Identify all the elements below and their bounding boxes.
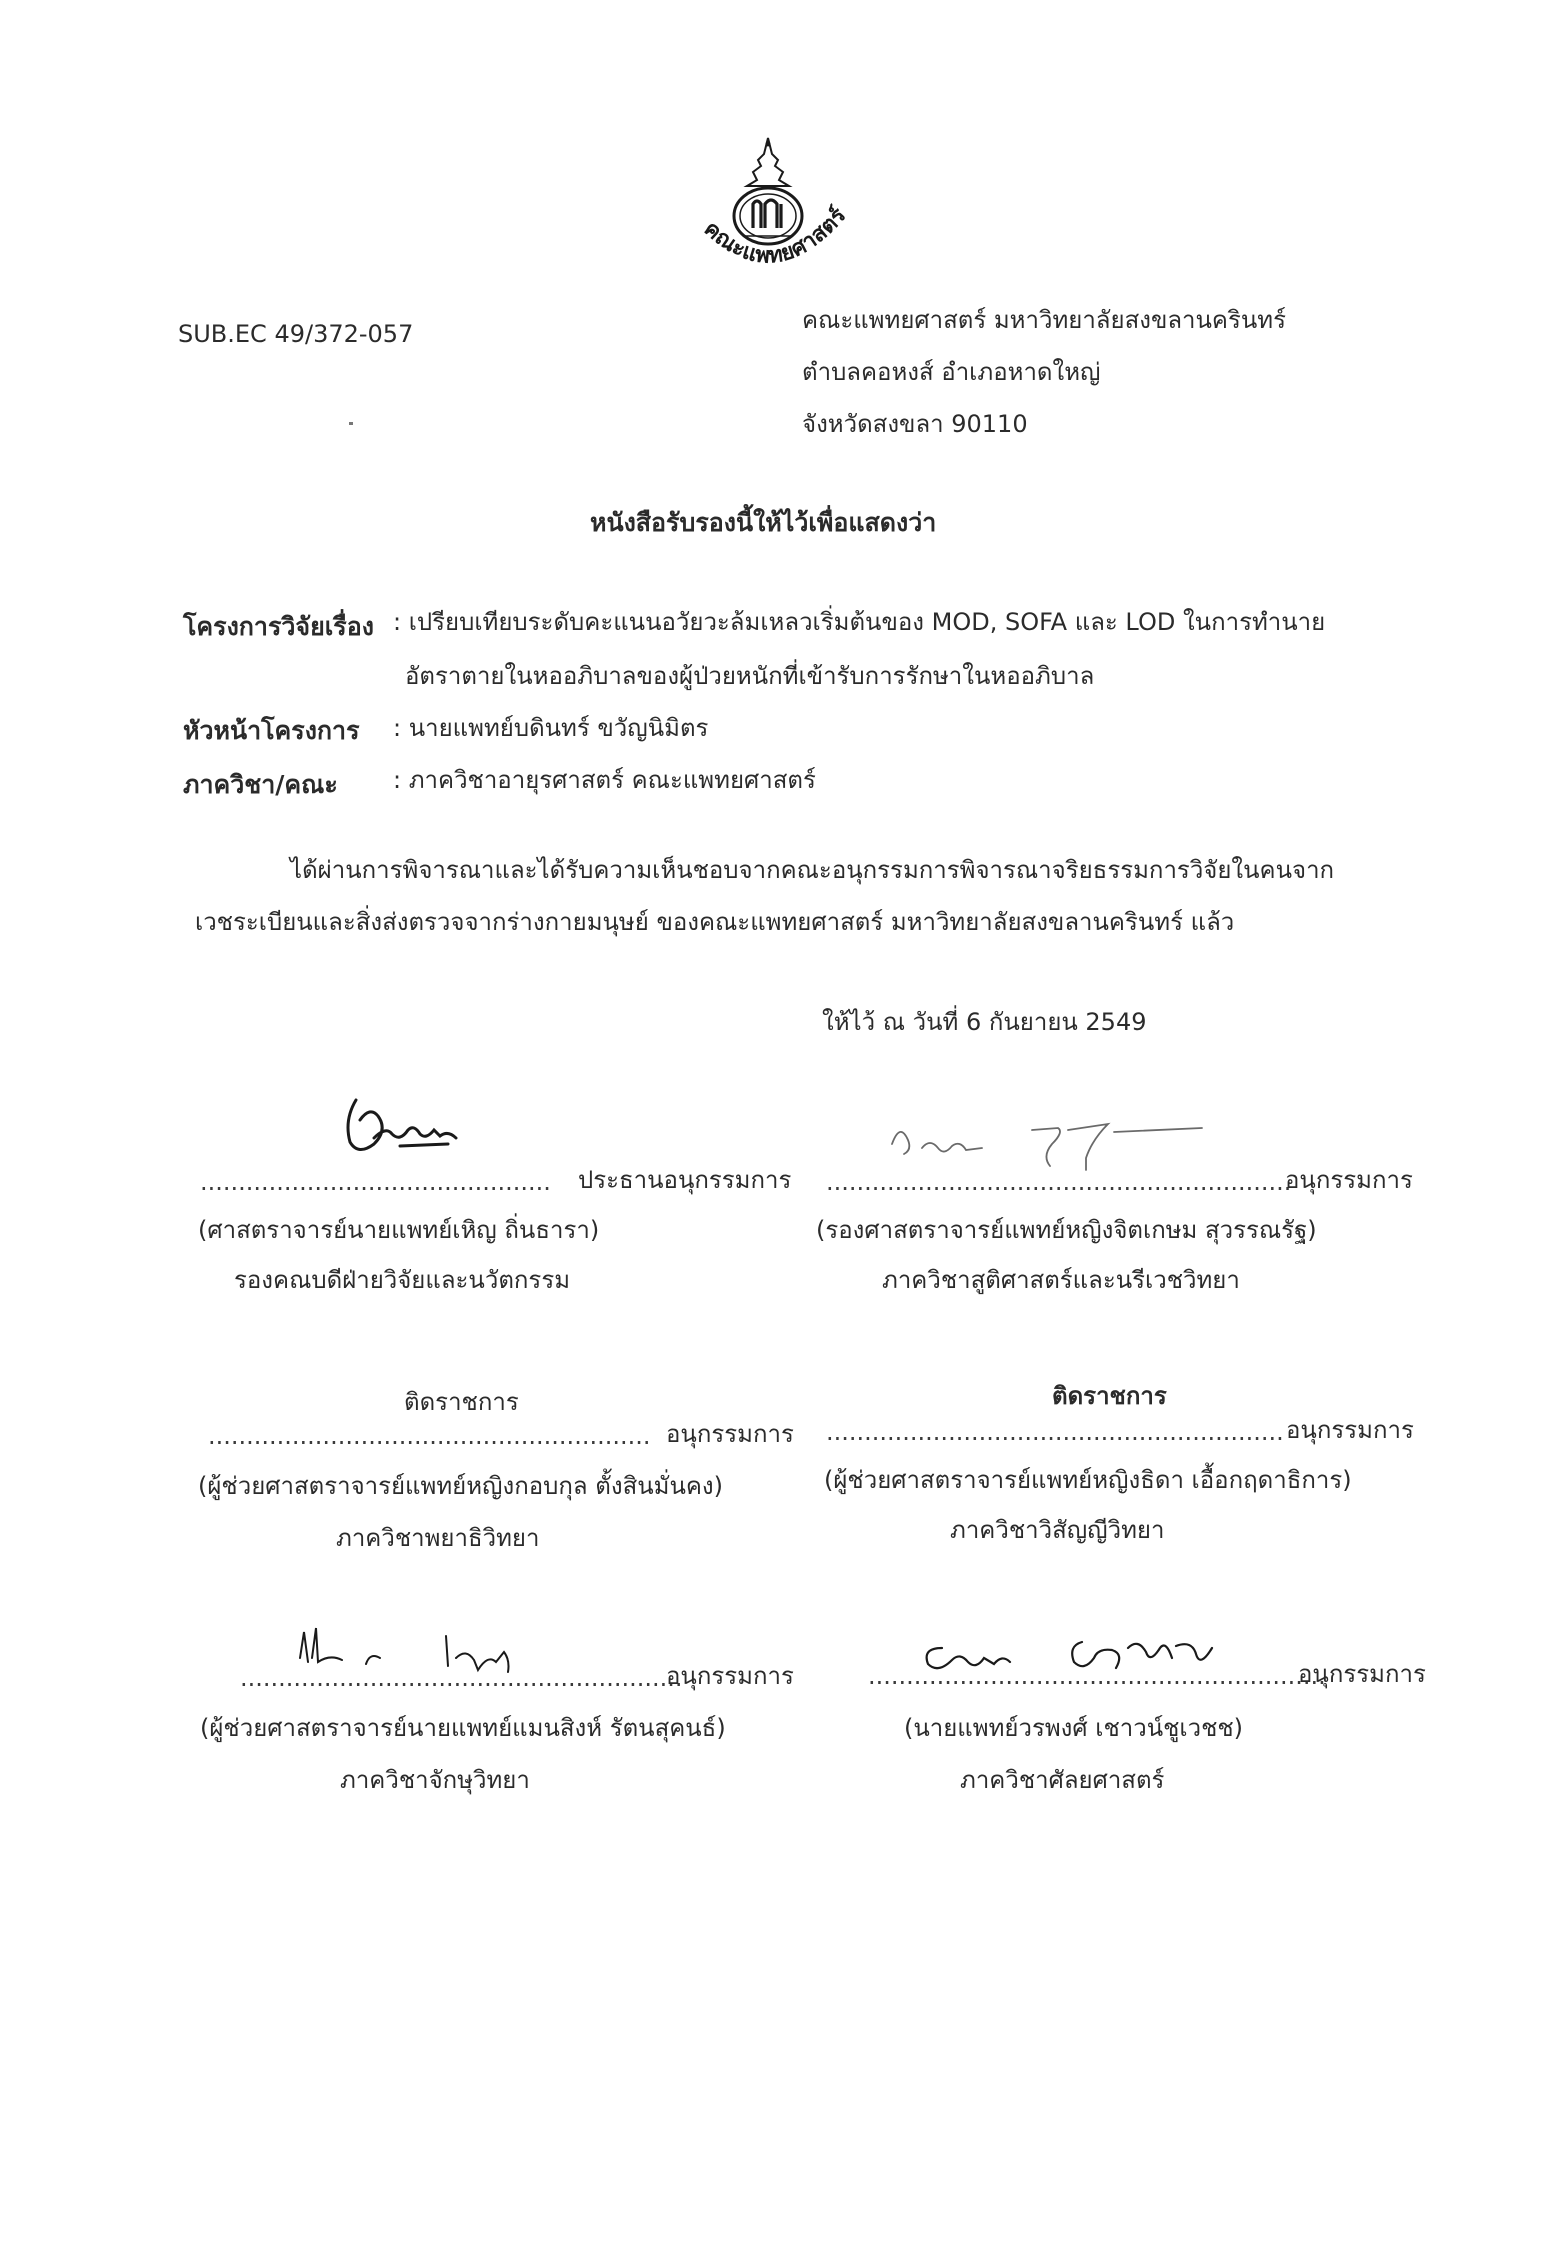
signatory-block <box>826 1384 1466 1554</box>
signatory-position: ภาควิชาจักษุวิทยา <box>340 1766 530 1794</box>
signatory-position: ภาควิชาศัลยศาสตร์ <box>960 1766 1165 1794</box>
signatory-role: อนุกรรมการ <box>1286 1416 1414 1444</box>
project-topic-line-1: : เปรียบเทียบระดับคะแนนอวัยวะล้มเหลวเริ่มต้นของ MOD, SOFA และ LOD ในการทำนาย <box>393 608 1326 636</box>
signatory-position: รองคณบดีฝ่ายวิจัยและนวัตกรรม <box>234 1266 571 1294</box>
project-topic-label: โครงการวิจัยเรื่อง <box>183 612 374 641</box>
signatory-block <box>190 1090 830 1300</box>
reference-number: SUB.EC 49/372-057 <box>178 320 414 348</box>
signature-dots: ............................................................. <box>826 1168 1292 1196</box>
department-value: : ภาควิชาอายุรศาสตร์ คณะแพทยศาสตร์ <box>393 766 816 794</box>
signatory-role: อนุกรรมการ <box>1298 1660 1426 1688</box>
away-status: ติดราชการ <box>1052 1382 1167 1410</box>
project-leader-value: : นายแพทย์บดินทร์ ขวัญนิมิตร <box>393 714 709 742</box>
signatory-position: ภาควิชาวิสัญญีวิทยา <box>950 1516 1165 1544</box>
scan-speck <box>349 422 353 425</box>
signatory-name: (ผู้ช่วยศาสตราจารย์แพทย์หญิงกอบกุล ตั้งสินมั่นคง) <box>198 1472 723 1500</box>
body-line-1: ได้ผ่านการพิจารณาและได้รับความเห็นชอบจากคณะอนุกรรมการพิจารณาจริยธรรมการวิจัยในคนจาก <box>290 856 1335 884</box>
signatory-role: อนุกรรมการ <box>666 1420 794 1448</box>
body-line-2: เวชระเบียนและสิ่งส่งตรวจจากร่างกายมนุษย์ ของคณะแพทยศาสตร์ มหาวิทยาลัยสงขลานครินทร์ แล้ว <box>195 908 1235 936</box>
signature-dots: ............................................................ <box>826 1418 1284 1446</box>
signatory-block <box>868 1618 1472 1808</box>
signatory-position: ภาควิชาพยาธิวิทยา <box>336 1524 540 1552</box>
signatory-block <box>200 1390 840 1560</box>
signatory-name: (ศาสตราจารย์นายแพทย์เหิญ ถิ่นธารา) <box>198 1216 600 1244</box>
svg-text:คณะแพทยศาสตร์: คณะแพทยศาสตร์ <box>698 203 852 269</box>
signature-dots: .............................................. <box>200 1168 551 1196</box>
signatory-name: (ผู้ช่วยศาสตราจารย์นายแพทย์แมนสิงห์ รัตนสุคนธ์) <box>200 1714 726 1742</box>
project-leader-label: หัวหน้าโครงการ <box>183 716 360 745</box>
signatory-name: (นายแพทย์วรพงศ์ เชาวน์ชูเวชช) <box>904 1714 1244 1742</box>
handwritten-signature <box>330 1090 500 1170</box>
signatory-role: อนุกรรมการ <box>666 1662 794 1690</box>
issue-date: ให้ไว้ ณ วันที่ 6 กันยายน 2549 <box>822 1008 1147 1036</box>
away-status: ติดราชการ <box>404 1388 519 1416</box>
signatory-role: อนุกรรมการ <box>1285 1166 1413 1194</box>
signatory-name: (ผู้ช่วยศาสตราจารย์แพทย์หญิงธิดา เอื้อกฤดาธิการ) <box>824 1466 1352 1494</box>
certificate-title: หนังสือรับรองนี้ให้ไว้เพื่อแสดงว่า <box>590 508 937 537</box>
emblem-lettering <box>683 190 853 300</box>
signatory-name: (รองศาสตราจารย์แพทย์หญิงจิตเกษม สุวรรณรัฐ) <box>816 1216 1317 1244</box>
signature-dots: ............................................................ <box>868 1662 1326 1690</box>
signatory-position: ภาควิชาสูติศาสตร์และนรีเวชวิทยา <box>882 1266 1240 1294</box>
address-line-3: จังหวัดสงขลา 90110 <box>802 410 1028 438</box>
signatory-block <box>200 1618 840 1808</box>
department-label: ภาควิชา/คณะ <box>183 770 338 799</box>
signature-dots: .......................................................... <box>208 1422 651 1450</box>
signatory-block <box>816 1110 1462 1310</box>
address-line-2: ตำบลคอหงส์ อำเภอหาดใหญ่ <box>802 358 1101 386</box>
address-line-1: คณะแพทยศาสตร์ มหาวิทยาลัยสงขลานครินทร์ <box>802 306 1286 334</box>
signatory-role: ประธานอนุกรรมการ <box>578 1166 792 1194</box>
project-topic-line-2: อัตราตายในหออภิบาลของผู้ป่วยหนักที่เข้ารับการรักษาในหออภิบาล <box>405 662 1095 690</box>
signature-dots: .......................................................... <box>240 1664 683 1692</box>
